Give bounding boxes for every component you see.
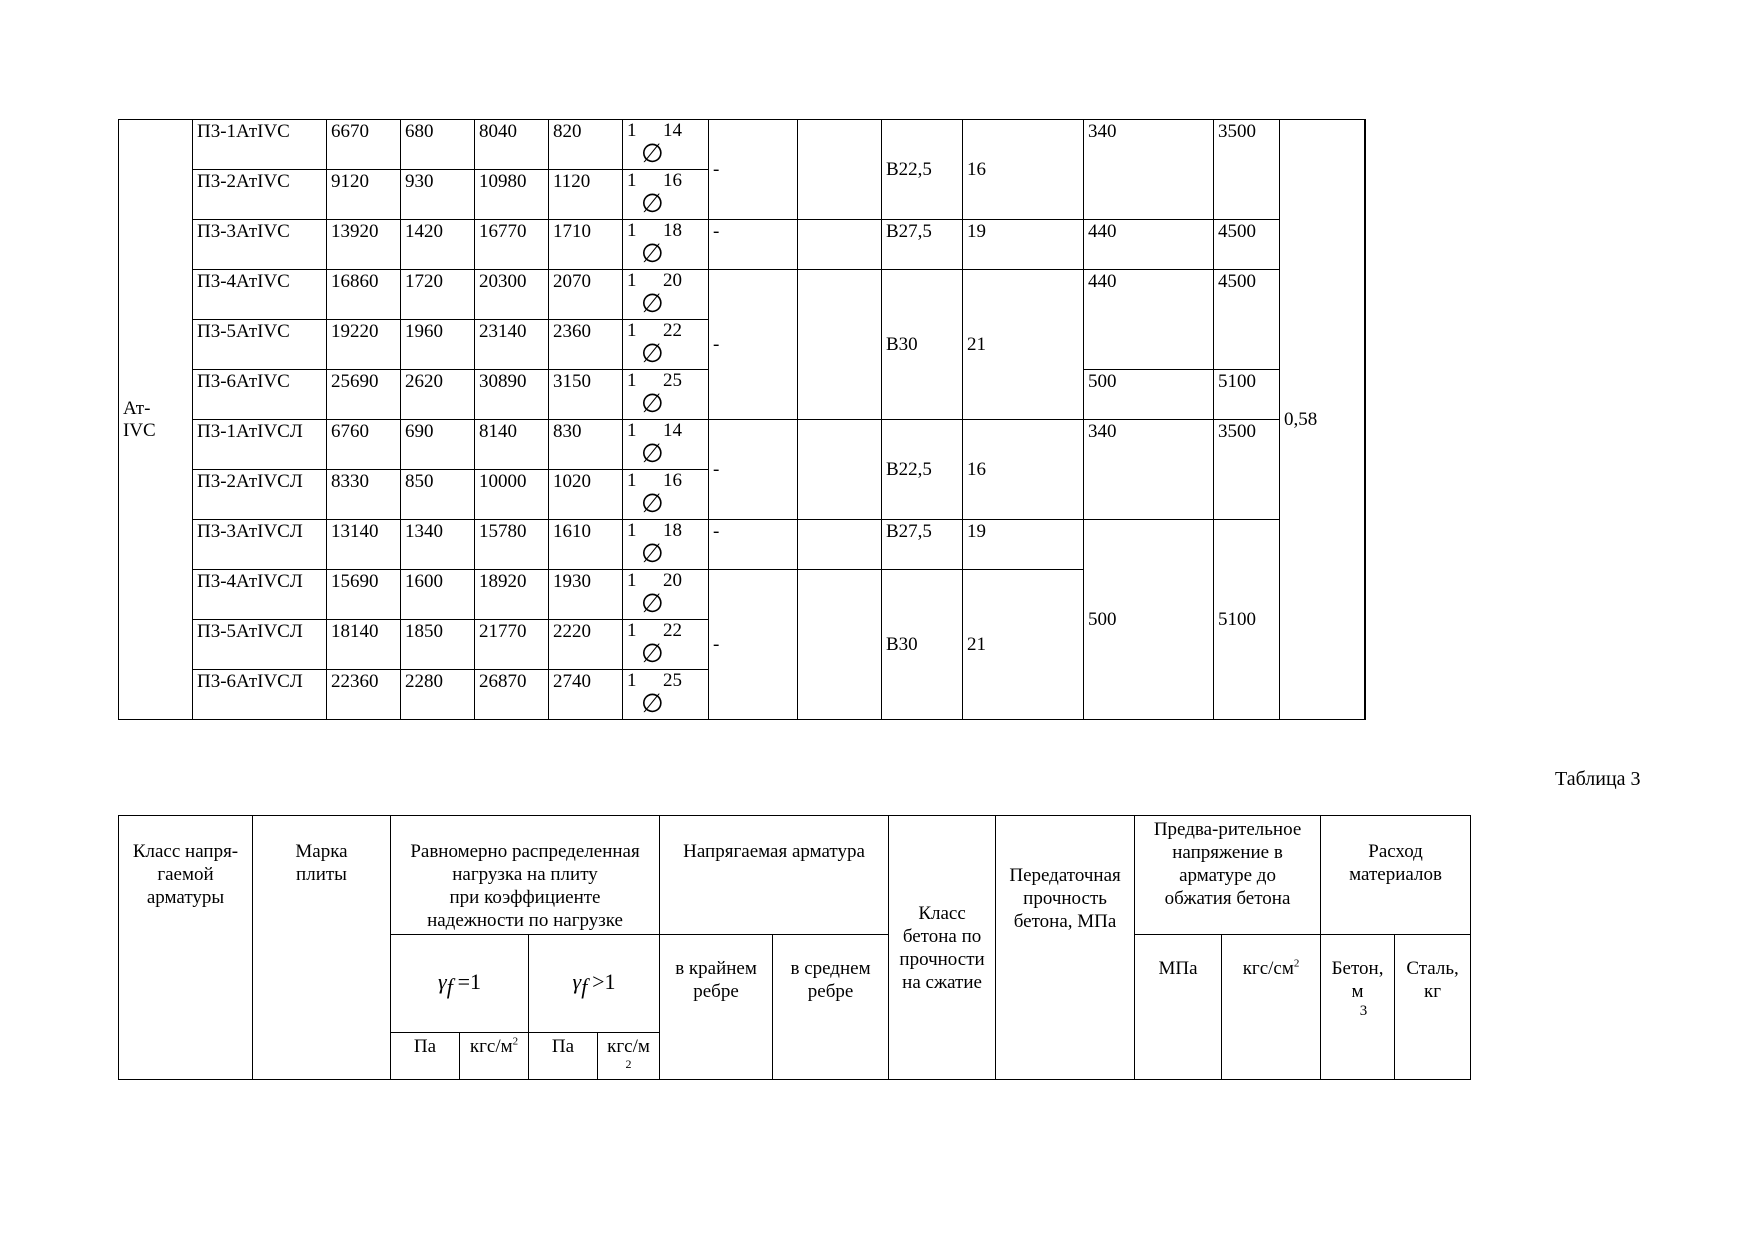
concrete-cell: В27,5 <box>882 220 963 270</box>
rebar-count: 1 <box>627 670 637 691</box>
strength-cell: 21 <box>963 570 1084 720</box>
load-cell: 2280 <box>401 670 475 720</box>
rebar-count: 1 <box>627 520 637 541</box>
table-caption: Таблица 3 <box>1555 768 1641 790</box>
rebar-diameter: 22 <box>663 320 682 341</box>
rebar-diameter: 16 <box>663 470 682 491</box>
steel-consumption-cell <box>1365 470 1366 520</box>
strength-cell: 16 <box>963 420 1084 520</box>
edge-cell: - <box>709 520 798 570</box>
diameter-icon: ∅ <box>641 689 664 719</box>
pa-header-1: Па <box>391 1033 460 1080</box>
kgs-cell: 5100 <box>1214 370 1280 420</box>
concrete-cell: В30 <box>882 570 963 720</box>
plate-mark-cell: П3-4АтIVCЛ <box>193 570 327 620</box>
rebar-count: 1 <box>627 570 637 591</box>
kgs-cell: 4500 <box>1214 220 1280 270</box>
edge-cell: - <box>709 270 798 420</box>
steel-class-line: IVC <box>123 420 156 441</box>
load-cell: 2070 <box>549 270 623 320</box>
diameter-icon: ∅ <box>641 239 664 269</box>
header-table <box>118 815 1471 1080</box>
plate-mark-cell: П3-1АтIVC <box>193 120 327 170</box>
mpa-cell: 440 <box>1084 270 1214 370</box>
steel-consumption-cell <box>1365 670 1366 720</box>
load-cell: 1120 <box>549 170 623 220</box>
col-consumption-header: Расход материалов <box>1321 816 1471 935</box>
load-cell: 830 <box>549 420 623 470</box>
load-cell: 2620 <box>401 370 475 420</box>
load-cell: 1850 <box>401 620 475 670</box>
strength-cell: 19 <box>963 520 1084 570</box>
steel-consumption-cell <box>1365 120 1366 170</box>
load-cell: 21770 <box>475 620 549 670</box>
mpa-cell: 500 <box>1084 520 1214 720</box>
steel-mass-header: Сталь, кг <box>1395 935 1471 1033</box>
rebar-diameter: 25 <box>663 370 682 391</box>
steel-consumption-cell <box>1365 370 1366 420</box>
mpa-cell: 340 <box>1084 120 1214 220</box>
reinforcement-table-body <box>119 120 1366 720</box>
load-cell: 15690 <box>327 570 401 620</box>
load-cell: 850 <box>401 470 475 520</box>
plate-mark-cell: П3-6АтIVC <box>193 370 327 420</box>
edge-cell: - <box>709 420 798 520</box>
table-row <box>119 270 1366 320</box>
kgs-m2-header-2: кгс/м 2 <box>598 1033 660 1080</box>
rebar-cell <box>623 220 709 270</box>
rebar-count: 1 <box>627 420 637 441</box>
steel-consumption-cell <box>1365 620 1366 670</box>
load-cell: 20300 <box>475 270 549 320</box>
load-cell: 10000 <box>475 470 549 520</box>
plate-mark-cell: П3-3АтIVCЛ <box>193 520 327 570</box>
concrete-cell: В27,5 <box>882 520 963 570</box>
diameter-icon: ∅ <box>641 139 664 169</box>
rebar-count: 1 <box>627 120 637 141</box>
table-row <box>119 120 1366 170</box>
table-row <box>119 420 1366 470</box>
rebar-cell <box>623 120 709 170</box>
mpa-header: МПа <box>1135 935 1222 1033</box>
gamma-gt-header: $\gamma_f >1$ <box>529 935 660 1033</box>
middle-rib-cell <box>798 220 882 270</box>
kgs-cell: 5100 <box>1214 520 1280 720</box>
diameter-icon: ∅ <box>641 639 664 669</box>
load-cell: 10980 <box>475 170 549 220</box>
middle-rib-header: в среднем ребре <box>773 935 889 1080</box>
edge-cell: - <box>709 570 798 720</box>
edge-cell: - <box>709 120 798 220</box>
middle-rib-cell <box>798 120 882 220</box>
strength-cell: 21 <box>963 270 1084 420</box>
load-cell: 2220 <box>549 620 623 670</box>
rebar-count: 1 <box>627 370 637 391</box>
class-header-empty <box>119 1033 253 1080</box>
load-cell: 13140 <box>327 520 401 570</box>
gamma-eq-header: $\gamma_f =1$ <box>391 935 529 1033</box>
reinforcement-table <box>118 119 1366 720</box>
concrete-cell: В22,5 <box>882 120 963 220</box>
diameter-icon: ∅ <box>641 539 664 569</box>
col-class-header: Класс напря- гаемой арматуры <box>119 816 253 1033</box>
col-transfer-strength-header: Передаточная прочность бетона, МПа <box>996 816 1135 1080</box>
mpa-cell: 440 <box>1084 220 1214 270</box>
diameter-icon: ∅ <box>641 389 664 419</box>
load-cell: 8140 <box>475 420 549 470</box>
rebar-cell <box>623 320 709 370</box>
rebar-cell <box>623 570 709 620</box>
col-concrete-class-header: Класс бетона по прочности на сжатие <box>889 816 996 1080</box>
rebar-diameter: 14 <box>663 420 682 441</box>
kgs-cell: 3500 <box>1214 420 1280 520</box>
load-cell: 23140 <box>475 320 549 370</box>
load-cell: 2360 <box>549 320 623 370</box>
plate-mark-cell: П3-2АтIVC <box>193 170 327 220</box>
steel-consumption-cell <box>1365 170 1366 220</box>
load-cell: 16770 <box>475 220 549 270</box>
diameter-icon: ∅ <box>641 189 664 219</box>
col-rebar-header: Напрягаемая арматура <box>660 816 889 935</box>
rebar-count: 1 <box>627 270 637 291</box>
rebar-diameter: 25 <box>663 670 682 691</box>
steel-class-cell <box>119 120 193 720</box>
mpa-cell: 500 <box>1084 370 1214 420</box>
load-cell: 6760 <box>327 420 401 470</box>
load-cell: 1340 <box>401 520 475 570</box>
coef-cell: 0,58 <box>1280 120 1365 720</box>
load-cell: 19220 <box>327 320 401 370</box>
load-cell: 1600 <box>401 570 475 620</box>
concrete-cell: В22,5 <box>882 420 963 520</box>
load-cell: 16860 <box>327 270 401 320</box>
rebar-cell <box>623 520 709 570</box>
kgs-m2-header-1: кгс/$м^2$ <box>460 1033 529 1080</box>
load-cell: 18140 <box>327 620 401 670</box>
rebar-diameter: 18 <box>663 220 682 241</box>
rebar-cell <box>623 420 709 470</box>
load-cell: 18920 <box>475 570 549 620</box>
steel-consumption-cell <box>1365 570 1366 620</box>
rebar-count: 1 <box>627 470 637 491</box>
table-row <box>119 520 1366 570</box>
steel-mass-header-empty <box>1395 1033 1471 1080</box>
kgs-cell: 3500 <box>1214 120 1280 220</box>
rebar-diameter: 18 <box>663 520 682 541</box>
pa-header-2: Па <box>529 1033 598 1080</box>
col-prestress-header: Предва-рительное напряжение в арматуре до обжатия бетона <box>1135 816 1321 935</box>
rebar-diameter: 20 <box>663 570 682 591</box>
diameter-icon: ∅ <box>641 339 664 369</box>
rebar-cell <box>623 170 709 220</box>
load-cell: 1610 <box>549 520 623 570</box>
load-cell: 820 <box>549 120 623 170</box>
strength-cell: 19 <box>963 220 1084 270</box>
rebar-diameter: 20 <box>663 270 682 291</box>
mpa-cell: 340 <box>1084 420 1214 520</box>
diameter-icon: ∅ <box>641 289 664 319</box>
plate-mark-cell: П3-5АтIVC <box>193 320 327 370</box>
load-cell: 22360 <box>327 670 401 720</box>
plate-mark-cell: П3-3АтIVC <box>193 220 327 270</box>
plate-mark-cell: П3-4АтIVC <box>193 270 327 320</box>
rebar-cell <box>623 670 709 720</box>
concrete-cell: В30 <box>882 270 963 420</box>
load-cell: 1420 <box>401 220 475 270</box>
diameter-icon: ∅ <box>641 439 664 469</box>
load-cell: 1710 <box>549 220 623 270</box>
steel-consumption-cell <box>1365 420 1366 470</box>
steel-consumption-cell <box>1365 270 1366 320</box>
rebar-count: 1 <box>627 220 637 241</box>
table-row <box>119 220 1366 270</box>
steel-consumption-cell <box>1365 520 1366 570</box>
mark-header-empty <box>253 1033 391 1080</box>
middle-rib-cell <box>798 270 882 420</box>
concrete-volume-header: Бетон, м 3 <box>1321 935 1395 1033</box>
load-cell: 6670 <box>327 120 401 170</box>
concrete-volume-header-empty <box>1321 1033 1395 1080</box>
steel-class-line: Ат- <box>123 398 151 419</box>
plate-mark-cell: П3-1АтIVCЛ <box>193 420 327 470</box>
load-cell: 8330 <box>327 470 401 520</box>
plate-mark-cell: П3-5АтIVCЛ <box>193 620 327 670</box>
kgs-cm2-header-empty <box>1222 1033 1321 1080</box>
steel-consumption-cell <box>1365 220 1366 270</box>
load-cell: 1930 <box>549 570 623 620</box>
load-cell: 8040 <box>475 120 549 170</box>
kgs-cell: 4500 <box>1214 270 1280 370</box>
plate-mark-cell: П3-6АтIVCЛ <box>193 670 327 720</box>
load-cell: 3150 <box>549 370 623 420</box>
col-load-header: Равномерно распределенная нагрузка на плиту при коэффициенте надежности по нагрузке <box>391 816 660 935</box>
rebar-cell <box>623 370 709 420</box>
col-mark-header: Марка плиты <box>253 816 391 1033</box>
rebar-count: 1 <box>627 320 637 341</box>
rebar-cell <box>623 270 709 320</box>
mpa-header-empty <box>1135 1033 1222 1080</box>
kgs-cm2-header: кгс/$см^2$ <box>1222 935 1321 1033</box>
steel-consumption-cell <box>1365 320 1366 370</box>
plate-mark-cell: П3-2АтIVCЛ <box>193 470 327 520</box>
load-cell: 30890 <box>475 370 549 420</box>
diameter-icon: ∅ <box>641 589 664 619</box>
load-cell: 9120 <box>327 170 401 220</box>
load-cell: 680 <box>401 120 475 170</box>
rebar-diameter: 16 <box>663 170 682 191</box>
load-cell: 1020 <box>549 470 623 520</box>
rebar-count: 1 <box>627 170 637 191</box>
outer-rib-header: в крайнем ребре <box>660 935 773 1080</box>
load-cell: 1720 <box>401 270 475 320</box>
load-cell: 25690 <box>327 370 401 420</box>
rebar-count: 1 <box>627 620 637 641</box>
load-cell: 2740 <box>549 670 623 720</box>
load-cell: 26870 <box>475 670 549 720</box>
middle-rib-cell <box>798 420 882 520</box>
rebar-diameter: 22 <box>663 620 682 641</box>
rebar-cell <box>623 470 709 520</box>
load-cell: 930 <box>401 170 475 220</box>
load-cell: 690 <box>401 420 475 470</box>
middle-rib-cell <box>798 520 882 570</box>
strength-cell: 16 <box>963 120 1084 220</box>
middle-rib-cell <box>798 570 882 720</box>
diameter-icon: ∅ <box>641 489 664 519</box>
load-cell: 13920 <box>327 220 401 270</box>
rebar-diameter: 14 <box>663 120 682 141</box>
load-cell: 1960 <box>401 320 475 370</box>
edge-cell: - <box>709 220 798 270</box>
load-cell: 15780 <box>475 520 549 570</box>
rebar-cell <box>623 620 709 670</box>
